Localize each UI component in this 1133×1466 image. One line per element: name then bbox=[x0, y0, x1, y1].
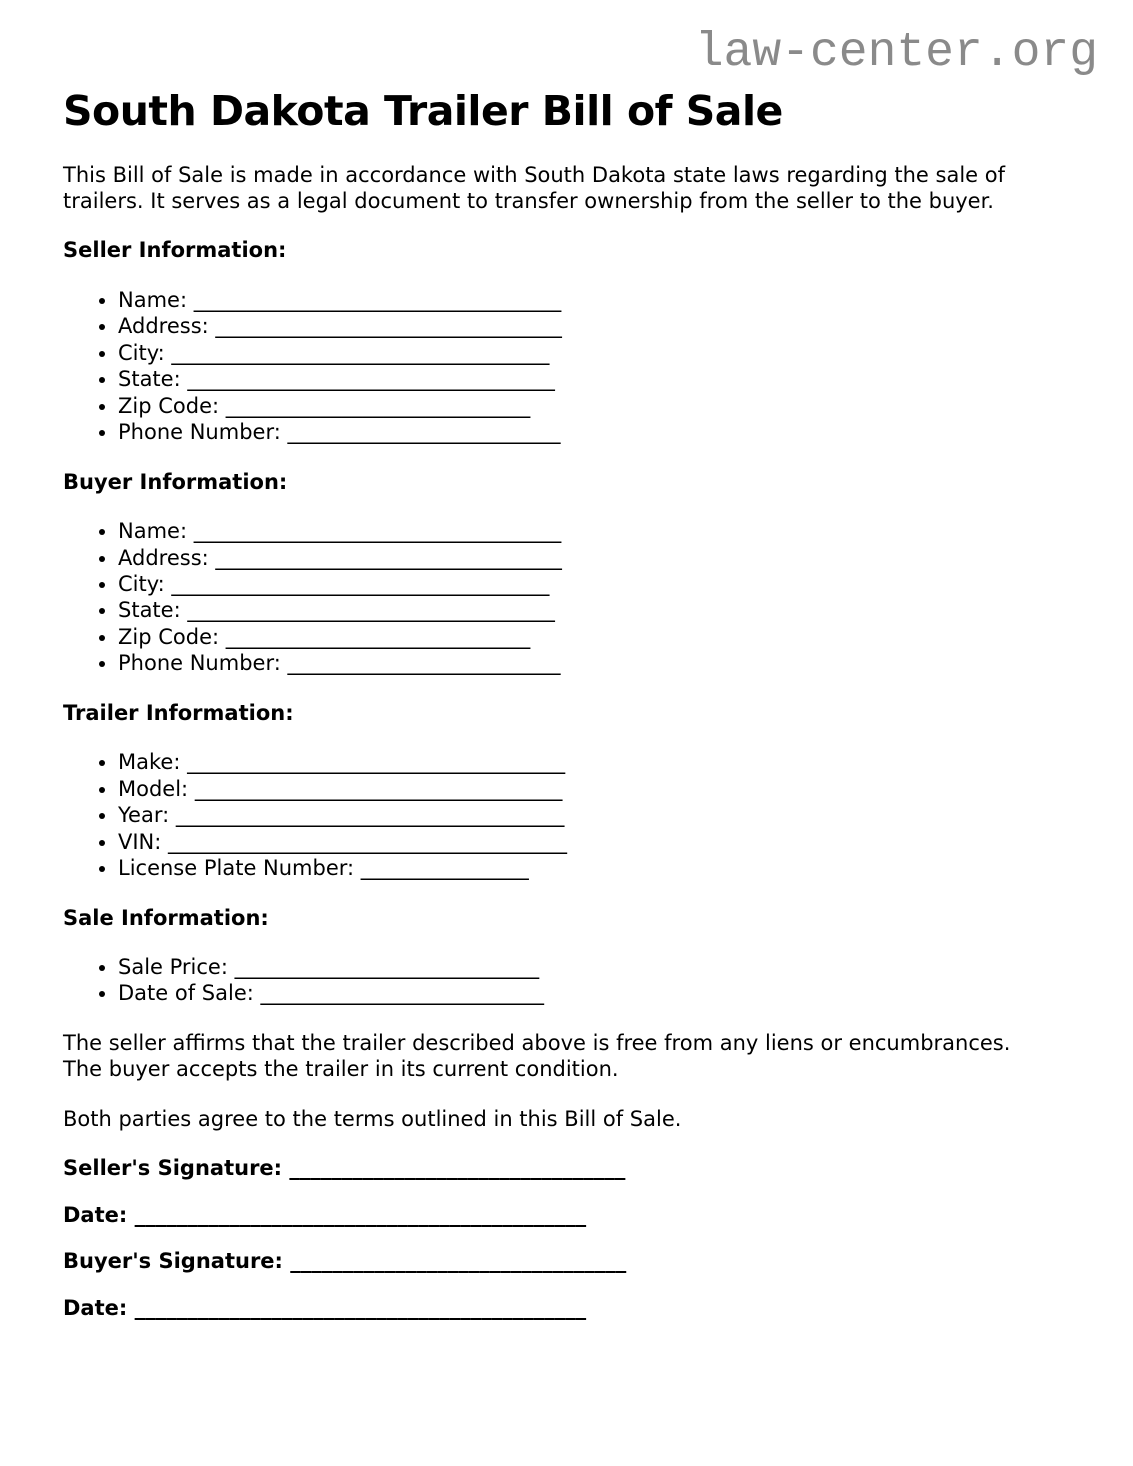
field-label: Address: bbox=[118, 314, 209, 339]
field-buyer-city bbox=[118, 571, 1070, 597]
field-sale-price bbox=[118, 954, 1070, 980]
field-label: VIN: bbox=[118, 829, 162, 854]
signature-label: Seller's Signature: bbox=[63, 1156, 283, 1181]
field-label: Zip Code: bbox=[118, 624, 220, 649]
field-seller-name bbox=[118, 287, 1070, 313]
buyer-field-list bbox=[63, 518, 1070, 677]
field-label: Date of Sale: bbox=[118, 981, 254, 1006]
signature-label: Date: bbox=[63, 1202, 128, 1227]
blank-line: ___________________________________ bbox=[187, 367, 555, 392]
blank-line: ___________________________________ bbox=[193, 287, 562, 312]
section-heading-sale: Sale Information: bbox=[63, 905, 269, 930]
blank-line: ___________________________________ bbox=[187, 598, 555, 623]
affirmation-line-1: The seller affirms that the trailer described above is free from any liens or encumbrances. bbox=[63, 1030, 1011, 1055]
agreement-paragraph: Both parties agree to the terms outlined in this Bill of Sale. bbox=[63, 1106, 682, 1131]
blank-line: ____________________________________ bbox=[171, 340, 550, 365]
field-label: Sale Price: bbox=[118, 954, 228, 979]
blank-line: ____________________________________ bbox=[171, 571, 550, 596]
field-label: Address: bbox=[118, 545, 209, 570]
field-seller-state bbox=[118, 366, 1070, 392]
blank-line: ___________________________________ bbox=[193, 519, 562, 544]
field-buyer-name bbox=[118, 518, 1070, 544]
trailer-field-list bbox=[63, 749, 1070, 881]
field-label: Phone Number: bbox=[118, 420, 281, 445]
document bbox=[63, 26, 1098, 1321]
seller-signature-date-row bbox=[63, 1202, 1070, 1228]
site-watermark: law-center.org bbox=[694, 26, 1098, 80]
intro-line-1: This Bill of Sale is made in accordance with South Dakota state laws regarding the sale of bbox=[63, 162, 1005, 187]
intro-paragraph bbox=[63, 162, 1070, 215]
blank-line: __________________________ bbox=[287, 651, 561, 676]
signature-blank-line: ________________________________ bbox=[289, 1156, 626, 1181]
section-heading-buyer: Buyer Information: bbox=[63, 469, 288, 494]
field-label: Zip Code: bbox=[118, 393, 220, 418]
field-buyer-state bbox=[118, 597, 1070, 623]
seller-signature-row bbox=[63, 1155, 1070, 1181]
field-buyer-zip bbox=[118, 624, 1070, 650]
field-label: License Plate Number: bbox=[118, 856, 355, 881]
field-seller-phone bbox=[118, 419, 1070, 445]
field-label: Year: bbox=[118, 803, 170, 828]
blank-line: ________________ bbox=[360, 856, 529, 881]
field-seller-zip bbox=[118, 393, 1070, 419]
field-label: Model: bbox=[118, 776, 189, 801]
signature-blank-line: ________________________________ bbox=[290, 1249, 627, 1274]
field-buyer-address bbox=[118, 545, 1070, 571]
buyer-signature-date-row bbox=[63, 1295, 1070, 1321]
signature-label: Date: bbox=[63, 1295, 128, 1320]
signature-label: Buyer's Signature: bbox=[63, 1249, 283, 1274]
signature-blank-line: ___________________________________________ bbox=[134, 1295, 587, 1320]
blank-line: _____________________________ bbox=[234, 954, 540, 979]
field-label: State: bbox=[118, 367, 181, 392]
field-sale-date bbox=[118, 980, 1070, 1006]
field-label: Make: bbox=[118, 750, 181, 775]
signature-blank-line: ___________________________________________ bbox=[134, 1202, 587, 1227]
blank-line: ___________________________________ bbox=[194, 776, 563, 801]
blank-line: _________________________________ bbox=[215, 545, 562, 570]
buyer-signature-row bbox=[63, 1248, 1070, 1274]
affirmation-paragraph bbox=[63, 1030, 1070, 1083]
field-label: Name: bbox=[118, 519, 188, 544]
blank-line: _____________________________ bbox=[225, 624, 531, 649]
field-label: Phone Number: bbox=[118, 651, 281, 676]
blank-line: _________________________________ bbox=[215, 314, 562, 339]
blank-line: _____________________________________ bbox=[175, 803, 565, 828]
section-heading-seller: Seller Information: bbox=[63, 238, 287, 263]
blank-line: ______________________________________ bbox=[168, 829, 568, 854]
field-label: Name: bbox=[118, 287, 188, 312]
field-trailer-year bbox=[118, 802, 1070, 828]
sale-field-list bbox=[63, 954, 1070, 1007]
field-trailer-vin bbox=[118, 829, 1070, 855]
seller-field-list bbox=[63, 287, 1070, 446]
field-seller-address bbox=[118, 313, 1070, 339]
field-seller-city bbox=[118, 340, 1070, 366]
blank-line: __________________________ bbox=[287, 420, 561, 445]
field-buyer-phone bbox=[118, 650, 1070, 676]
field-label: State: bbox=[118, 598, 181, 623]
blank-line: ____________________________________ bbox=[187, 750, 566, 775]
section-heading-trailer: Trailer Information: bbox=[63, 700, 294, 725]
intro-line-2: trailers. It serves as a legal document to transfer ownership from the seller to the buyer. bbox=[63, 188, 994, 213]
field-trailer-make bbox=[118, 749, 1070, 775]
blank-line: ___________________________ bbox=[260, 981, 545, 1006]
page-title: South Dakota Trailer Bill of Sale bbox=[63, 87, 783, 136]
affirmation-line-2: The buyer accepts the trailer in its current condition. bbox=[63, 1057, 619, 1082]
blank-line: _____________________________ bbox=[225, 393, 531, 418]
field-trailer-model bbox=[118, 776, 1070, 802]
field-trailer-license-plate bbox=[118, 855, 1070, 881]
field-label: City: bbox=[118, 571, 165, 596]
field-label: City: bbox=[118, 340, 165, 365]
